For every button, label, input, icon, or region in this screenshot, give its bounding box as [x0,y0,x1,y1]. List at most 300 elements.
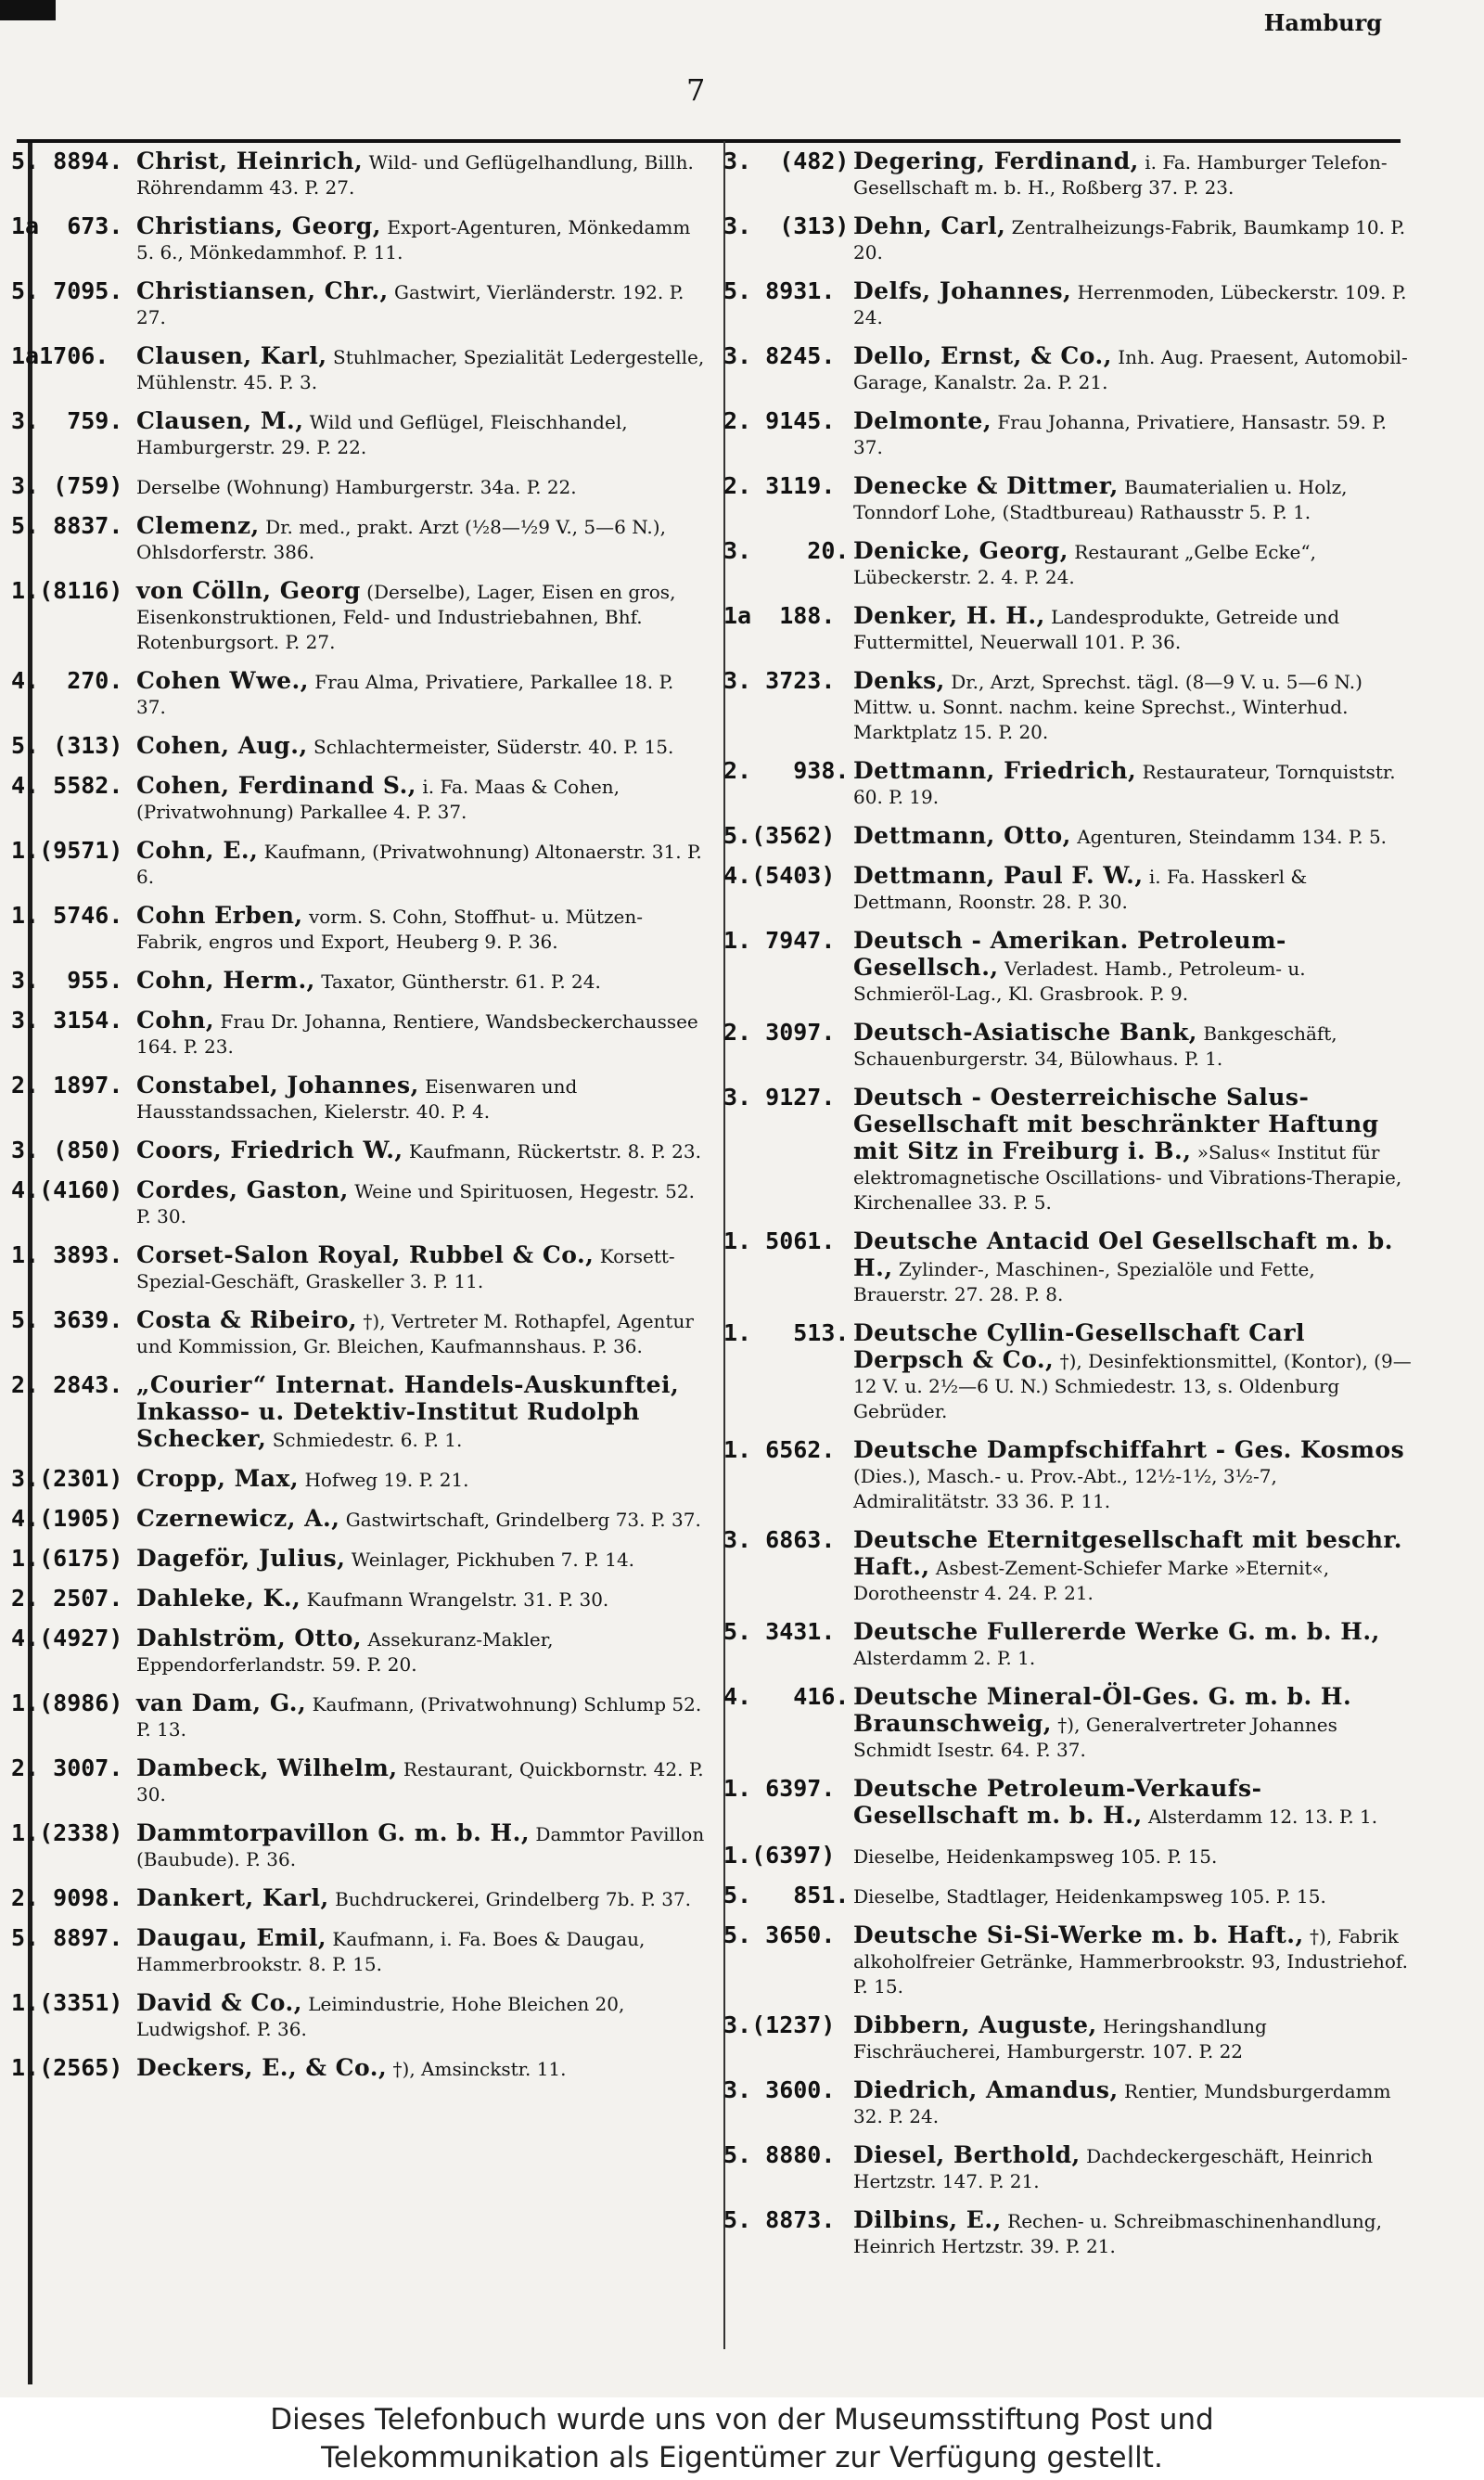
entry-details: Frau Johanna, Privatiere, Hansastr. 59. P. 37. [853,411,1388,458]
entry-text [853,823,1412,850]
directory-entry [723,1320,1412,1424]
directory-entry [723,473,1412,525]
entry-phone-number: 5. 8931. [723,277,836,304]
entry-name: van Dam, G., [136,1690,307,1716]
directory-entry [11,1177,709,1229]
entry-phone-number: 1. 6397. [723,1775,836,1802]
entry-text [136,1177,709,1229]
entry-phone-number: 5. 3639. [11,1306,123,1333]
entry-details: †), Vertreter M. Rothapfel, Agentur und Kommission, Gr. Bleichen, Kaufmannshaus. P. 36. [136,1310,694,1357]
entry-name: Dettmann, Otto, [853,822,1071,849]
entry-text [853,2142,1412,2194]
entry-name: Deutsche Fullererde Werke G. m. b. H., [853,1618,1380,1645]
entry-text [853,1922,1412,1999]
entry-text [853,213,1412,265]
entry-text [853,148,1412,200]
entry-name: Dilbins, E., [853,2206,1002,2233]
entry-text [136,1506,709,1533]
entry-phone-number: 2. 2843. [11,1371,123,1398]
entry-text [136,408,709,460]
directory-entry [723,1619,1412,1671]
entry-phone-number: 1.(2338) [11,1819,123,1846]
entry-name: Cohn, [136,1007,215,1034]
directory-entry [11,838,709,890]
entry-name: Deutsche Si-Si-Werke m. b. Haft., [853,1921,1304,1948]
directory-entry [723,1527,1412,1606]
entry-details: Kaufmann, (Privatwohnung) Altonaerstr. 31. P. 6. [136,841,702,888]
entry-text [136,773,709,825]
entry-text [853,1527,1412,1606]
entry-text [136,733,709,760]
entry-details: Zylinder-, Maschinen-, Spezialöle und Fette, Brauerstr. 27. 28. P. 8. [853,1258,1315,1305]
directory-entry [11,1885,709,1912]
entry-phone-number: 1. 5061. [723,1227,836,1254]
entry-text [136,968,709,995]
directory-entry [723,603,1412,655]
directory-entry [11,733,709,760]
entry-name: Christiansen, Chr., [136,277,389,304]
directory-entry [11,2055,709,2082]
entry-text [136,213,709,265]
entry-name: Cohn Erben, [136,902,303,929]
entry-text [853,473,1412,525]
entry-phone-number: 1. 7947. [723,927,836,954]
entry-name: Dankert, Karl, [136,1884,329,1911]
entry-name: Coors, Friedrich W., [136,1137,403,1163]
entry-phone-number: 3.(1237) [723,2011,836,2038]
entry-text [136,1820,709,1872]
entry-details: Schlachtermeister, Süderstr. 40. P. 15. [307,736,674,758]
entry-text [853,1882,1412,1909]
entry-name: Cohn, E., [136,837,259,864]
entry-name: Delmonte, [853,407,992,434]
entry-name: Diesel, Berthold, [853,2141,1081,2168]
entry-text [136,1372,709,1453]
entry-phone-number: 5. 851. [723,1882,850,1908]
directory-entry [723,148,1412,200]
entry-text [853,1843,1412,1870]
entry-name: Daugau, Emil, [136,1924,327,1951]
entry-phone-number: 3. (850) [11,1137,123,1163]
entry-details: Landesprodukte, Getreide und Futtermittel, Neuerwall 101. P. 36. [853,606,1340,653]
entry-phone-number: 2. 9145. [723,407,836,434]
entry-details: Kaufmann Wrangelstr. 31. P. 30. [301,1588,609,1611]
entry-name: Degering, Ferdinand, [853,148,1139,174]
directory-entry [11,213,709,265]
entry-name: Deutsche Cyllin-Gesellschaft Carl Derpsch & Co., [853,1319,1306,1373]
entry-phone-number: 5. 3431. [723,1618,836,1645]
entry-details: Dammtor Pavillon (Baubude). P. 36. [136,1823,705,1870]
directory-entry [723,1843,1412,1870]
directory-entry [723,538,1412,590]
entry-details: Kaufmann, i. Fa. Boes & Daugau, Hammerbrookstr. 8. P. 15. [136,1928,646,1975]
entry-phone-number: 3. (482) [723,148,850,174]
directory-entry [11,278,709,330]
directory-entry [11,903,709,955]
entry-phone-number: 3.(2301) [11,1465,123,1492]
entry-details: (Derselbe), Lager, Eisen en gros, Eisenkonstruktionen, Feld- und Industriebahnen, Bhf. Rotenburgsort. P. 27. [136,581,676,653]
directory-entry [723,1437,1412,1514]
entry-text [853,2207,1412,2259]
entry-name: Dehn, Carl, [853,212,1006,239]
directory-entry [723,278,1412,330]
directory-entry [723,1776,1412,1830]
entry-name: Deutsch - Amerikan. Petroleum-Gesellsch., [853,927,1286,981]
entry-text [136,1073,709,1124]
entry-phone-number: 3. (759) [11,472,123,499]
entry-phone-number: 2. 938. [723,757,850,784]
directory-entry [723,823,1412,850]
right-column [723,148,1412,2272]
entry-phone-number: 3. 3723. [723,667,836,694]
entry-details: Gastwirtschaft, Grindelberg 73. P. 37. [339,1509,701,1531]
entry-details: Rentier, Mundsburgerdamm 32. P. 24. [853,2080,1391,2127]
entry-name: Deutsche Eternitgesellschaft mit beschr. Haft., [853,1526,1402,1580]
footer-notice [0,2397,1484,2480]
entry-name: Cohen, Ferdinand S., [136,772,416,799]
entry-details: †), Fabrik alkoholfreier Getränke, Hammerbrookstr. 93, Industriehof. P. 15. [853,1925,1408,1998]
entry-details: i. Fa. Hamburger Telefon-Gesellschaft m. b. H., Roßberg 37. P. 23. [853,151,1388,199]
entry-details: Dachdeckergeschäft, Heinrich Hertzstr. 147. P. 21. [853,2145,1374,2192]
directory-entry [723,1882,1412,1909]
entry-text [853,343,1412,395]
entry-phone-number: 1. 513. [723,1319,850,1346]
entry-phone-number: 4. 5582. [11,772,123,799]
directory-entry [723,2077,1412,2129]
entry-details: Derselbe (Wohnung) Hamburgerstr. 34a. P. 22. [136,476,577,498]
entry-text [853,1684,1412,1763]
entry-details: Kaufmann, Rückertstr. 8. P. 23. [403,1140,701,1163]
entry-phone-number: 5. 8897. [11,1924,123,1951]
entry-details: Dr., Arzt, Sprechst. tägl. (8—9 V. u. 5—6 N.) Mittw. u. Sonnt. nachm. keine Sprechst., Winterhud. Marktplatz 15. P. 20. [853,671,1362,743]
directory-entry [11,1008,709,1060]
entry-text [853,928,1412,1007]
entry-phone-number: 4.(4160) [11,1176,123,1203]
entry-text [853,1437,1412,1514]
entry-details: Buchdruckerei, Grindelberg 7b. P. 37. [328,1888,692,1910]
running-head: Hamburg [1263,9,1382,36]
entry-details: Schmiedestr. 6. P. 1. [266,1429,463,1451]
entry-phone-number: 5. (313) [11,732,123,759]
entry-phone-number: 3. 759. [11,407,123,434]
entry-phone-number: 1.(2565) [11,2054,123,2081]
directory-entry [723,1684,1412,1763]
entry-details: Kaufmann, (Privatwohnung) Schlump 52. P. 13. [136,1693,702,1741]
entry-phone-number: 4.(4927) [11,1625,123,1651]
entry-name: Cohn, Herm., [136,967,315,994]
entry-name: Clemenz, [136,512,260,539]
entry-text [136,903,709,955]
entry-name: Dageför, Julius, [136,1545,346,1572]
entry-details: Agenturen, Steindamm 134. P. 5. [1070,826,1388,848]
entry-name: Dambeck, Wilhelm, [136,1754,398,1781]
entry-name: Deutsche Mineral-Öl-Ges. G. m. b. H. Braunschweig, [853,1683,1352,1737]
entry-details: Verladest. Hamb., Petroleum- u. Schmieröl-Lag., Kl. Grasbrook. P. 9. [853,957,1306,1005]
entry-phone-number: 3. (313) [723,212,850,239]
entry-text [853,1020,1412,1072]
directory-entry [11,1242,709,1294]
entry-text [853,538,1412,590]
entry-details: Eisenwaren und Hausstandssachen, Kielerstr. 40. P. 4. [136,1075,578,1123]
directory-entry [11,773,709,825]
entry-text [853,1228,1412,1307]
directory-entry [723,408,1412,460]
directory-entry [11,473,709,500]
entry-details: †), Amsinckstr. 11. [387,2058,567,2080]
directory-entry [11,968,709,995]
entry-text [136,1466,709,1493]
entry-details: Stuhlmacher, Spezialität Ledergestelle, Mühlenstr. 45. P. 3. [136,346,705,393]
entry-phone-number: 3. 8245. [723,342,836,369]
entry-phone-number: 1a 188. [723,602,836,629]
directory-entry [11,1925,709,1977]
entry-details: Bankgeschäft, Schauenburgerstr. 34, Bülowhaus. P. 1. [853,1022,1337,1070]
entry-phone-number: 5.(3562) [723,822,836,849]
entry-details: Frau Dr. Johanna, Rentiere, Wandsbeckerchaussee 164. P. 23. [136,1010,698,1058]
entry-phone-number: 4.(1905) [11,1505,123,1532]
entry-details: Weine und Spirituosen, Hegestr. 52. P. 30. [136,1180,695,1227]
entry-details: Dieselbe, Stadtlager, Heidenkampsweg 105. P. 15. [853,1885,1326,1908]
entry-name: Denks, [853,667,945,694]
directory-entry [723,213,1412,265]
entry-name: Clausen, M., [136,407,304,434]
scan-corner-mark [0,0,56,20]
entry-text [136,838,709,890]
directory-entry [723,1922,1412,1999]
entry-details: Weinlager, Pickhuben 7. P. 14. [345,1548,635,1571]
entry-phone-number: 2. 1897. [11,1072,123,1099]
entry-phone-number: 2. 3097. [723,1019,836,1046]
entry-details: †), Desinfektionsmittel, (Kontor), (9—12 V. u. 2½—6 U. N.) Schmiedestr. 13, s. Oldenburg Gebrüder. [853,1350,1412,1422]
directory-entry [11,578,709,655]
directory-entry [723,1020,1412,1072]
entry-details: Korsett-Spezial-Geschäft, Graskeller 3. P. 11. [136,1245,675,1292]
entry-phone-number: 5. 8880. [723,2141,836,2168]
entry-text [136,1885,709,1912]
entry-details: Hofweg 19. P. 21. [299,1469,469,1491]
entry-name: Dello, Ernst, & Co., [853,342,1112,369]
directory-entry [11,1307,709,1359]
directory-entry [11,1586,709,1613]
entry-name: Cordes, Gaston, [136,1176,349,1203]
entry-name: Delfs, Johannes, [853,277,1072,304]
entry-phone-number: 3. 3154. [11,1007,123,1034]
entry-name: Dettmann, Friedrich, [853,757,1137,784]
entry-phone-number: 1.(8116) [11,577,123,604]
entry-phone-number: 1.(6397) [723,1842,836,1869]
directory-entry [723,2012,1412,2064]
entry-phone-number: 1. 3893. [11,1241,123,1268]
entry-text [136,1925,709,1977]
entry-text [136,2055,709,2082]
entry-name: Constabel, Johannes, [136,1072,419,1099]
entry-details: i. Fa. Hasskerl & Dettmann, Roonstr. 28. P. 30. [853,866,1308,913]
entry-details: Restaurant, Quickbornstr. 42. P. 30. [136,1758,704,1805]
entry-phone-number: 5. 8894. [11,148,123,174]
entry-text [853,278,1412,330]
entry-phone-number: 3. 20. [723,537,850,564]
entry-name: Costa & Ribeiro, [136,1306,358,1333]
entry-name: Denker, H. H., [853,602,1045,629]
directory-entry [11,1990,709,2042]
entry-text [136,148,709,200]
entry-details: »Salus« Institut für elektromagnetische Oscillations- und Vibrations-Therapie, Kirchenallee 33. P. 5. [853,1141,1402,1214]
directory-entry [11,1137,709,1164]
entry-text [853,603,1412,655]
entry-phone-number: 5. 7095. [11,277,123,304]
entry-text [853,2012,1412,2064]
entry-details: vorm. S. Cohn, Stoffhut- u. Mützen-Fabrik, engros und Export, Heuberg 9. P. 36. [136,906,643,953]
entry-name: Clausen, Karl, [136,342,327,369]
directory-entry [723,668,1412,745]
entry-text [136,1625,709,1677]
directory-entry [11,1820,709,1872]
header-rule [17,139,1401,143]
entry-details: Wild und Geflügel, Fleischhandel, Hamburgerstr. 29. P. 22. [136,411,628,458]
entry-phone-number: 2. 2507. [11,1585,123,1612]
directory-entry [11,148,709,200]
directory-entry [723,863,1412,915]
directory-entry [723,2207,1412,2259]
entry-phone-number: 2. 3119. [723,472,836,499]
entry-name: Christ, Heinrich, [136,148,364,174]
left-column [11,148,709,2095]
entry-details: Alsterdamm 2. P. 1. [853,1647,1036,1669]
entry-phone-number: 1a 673. [11,212,123,239]
entry-text [136,1690,709,1742]
entry-phone-number: 4.(5403) [723,862,836,889]
entry-name: Deutsche Antacid Oel Gesellschaft m. b. H., [853,1227,1393,1281]
entry-details: Wild- und Geflügelhandlung, Billh. Röhrendamm 43. P. 27. [136,151,694,199]
entry-details: Restaurant „Gelbe Ecke“, Lübeckerstr. 2. 4. P. 24. [853,541,1316,588]
directory-entry [723,928,1412,1007]
directory-entry [11,343,709,395]
entry-phone-number: 3. 6863. [723,1526,836,1553]
entry-text [136,1990,709,2042]
entry-text [136,578,709,655]
directory-entry [723,758,1412,810]
entry-phone-number: 1.(9571) [11,837,123,864]
entry-name: Dammtorpavillon G. m. b. H., [136,1819,531,1846]
entry-name: Deutsche Dampfschiffahrt - Ges. Kosmos [853,1436,1405,1463]
entry-text [136,343,709,395]
entry-text [853,408,1412,460]
entry-text [853,668,1412,745]
entry-phone-number: 1.(6175) [11,1545,123,1572]
entry-details: Export-Agenturen, Mönkedamm 5. 6., Mönkedammhof. P. 11. [136,216,691,263]
entry-details: Assekuranz-Makler, Eppendorferlandstr. 59. P. 20. [136,1628,554,1676]
entry-text [853,1320,1412,1424]
entry-name: Czernewicz, A., [136,1505,340,1532]
directory-entry [11,513,709,565]
entry-details: Asbest-Zement-Schiefer Marke »Eternit«, Dorotheenstr 4. 24. P. 21. [853,1557,1330,1604]
entry-phone-number: 2. 3007. [11,1754,123,1781]
entry-details: Taxator, Güntherstr. 61. P. 24. [314,970,601,993]
directory-entry [11,668,709,720]
entry-text [853,2077,1412,2129]
entry-text [136,1546,709,1573]
entry-name: Deutsche Petroleum-Verkaufs-Gesellschaft m. b. H., [853,1775,1262,1829]
entry-details: (Dies.), Masch.- u. Prov.-Abt., 12½-1½, 3½-7, Admiralitätstr. 33 36. P. 11. [853,1465,1277,1512]
entry-name: Deutsch - Oesterreichische Salus-Gesellschaft mit beschränkter Haftung mit Sitz in Freiburg i. B., [853,1084,1379,1164]
entry-name: Corset-Salon Royal, Rubbel & Co., [136,1241,595,1268]
directory-entry [11,1755,709,1807]
entry-text [853,1085,1412,1215]
directory-entry [723,1085,1412,1215]
entry-name: „Courier“ Internat. Handels-Auskunftei, Inkasso- u. Detektiv-Institut Rudolph Schecker, [136,1371,680,1452]
page-number: 7 [686,72,706,108]
entry-phone-number: 4. 416. [723,1683,850,1710]
entry-text [136,1008,709,1060]
entry-details: Dr. med., prakt. Arzt (½8—½9 V., 5—6 N.), Ohlsdorferstr. 386. [136,516,666,563]
entry-details: Gastwirt, Vierländerstr. 192. P. 27. [136,281,684,328]
entry-details: Zentralheizungs-Fabrik, Baumkamp 10. P. 20. [853,216,1406,263]
entry-text [136,1307,709,1359]
entry-text [136,1137,709,1164]
directory-entry [11,1625,709,1677]
entry-name: Denicke, Georg, [853,537,1068,564]
entry-phone-number: 1.(3351) [11,1989,123,2016]
entry-phone-number: 3. 9127. [723,1084,836,1111]
entry-text [136,513,709,565]
entry-text [853,1776,1412,1830]
entry-details: Rechen- u. Schreibmaschinenhandlung, Heinrich Hertzstr. 39. P. 21. [853,2210,1382,2257]
entry-phone-number: 5. 3650. [723,1921,836,1948]
entry-name: Cohen, Aug., [136,732,308,759]
entry-details: Frau Alma, Privatiere, Parkallee 18. P. 37. [136,671,674,718]
directory-entry [723,1228,1412,1307]
entry-phone-number: 1.(8986) [11,1690,123,1716]
directory-entry [723,2142,1412,2194]
directory-entry [11,408,709,460]
entry-text [136,668,709,720]
entry-details: Herrenmoden, Lübeckerstr. 109. P. 24. [853,281,1407,328]
entry-phone-number: 3. 3600. [723,2076,836,2103]
entry-phone-number: 5. 8837. [11,512,123,539]
directory-entry [11,1546,709,1573]
entry-name: Diedrich, Amandus, [853,2076,1119,2103]
entry-name: von Cölln, Georg [136,577,361,604]
entry-details: Inh. Aug. Praesent, Automobil-Garage, Kanalstr. 2a. P. 21. [853,346,1408,393]
entry-details: Dieselbe, Heidenkampsweg 105. P. 15. [853,1845,1218,1868]
entry-name: Denecke & Dittmer, [853,472,1119,499]
entry-text [136,473,709,500]
entry-phone-number: 1. 5746. [11,902,123,929]
entry-name: Dahleke, K., [136,1585,301,1612]
entry-name: Christians, Georg, [136,212,382,239]
directory-entry [11,1690,709,1742]
entry-details: Restaurateur, Tornquiststr. 60. P. 19. [853,761,1396,808]
entry-details: i. Fa. Maas & Cohen, (Privatwohnung) Parkallee 4. P. 37. [136,776,620,823]
entry-name: Deckers, E., & Co., [136,2054,388,2081]
entry-phone-number: 5. 8873. [723,2206,836,2233]
entry-text [136,1586,709,1613]
entry-text [136,278,709,330]
directory-entry [11,1372,709,1453]
entry-name: Dibbern, Auguste, [853,2011,1097,2038]
entry-name: Cropp, Max, [136,1465,300,1492]
entry-phone-number: 2. 9098. [11,1884,123,1911]
entry-text [136,1242,709,1294]
entry-text [853,758,1412,810]
entry-name: Cohen Wwe., [136,667,309,694]
entry-phone-number: 3. 955. [11,967,123,994]
entry-text [853,1619,1412,1671]
footer-line-2: Telekommunikation als Eigentümer zur Verfügung gestellt. [321,2441,1163,2474]
entry-text [136,1755,709,1807]
entry-details: Alsterdamm 12. 13. P. 1. [1142,1805,1378,1828]
entry-name: Dahlström, Otto, [136,1625,363,1651]
